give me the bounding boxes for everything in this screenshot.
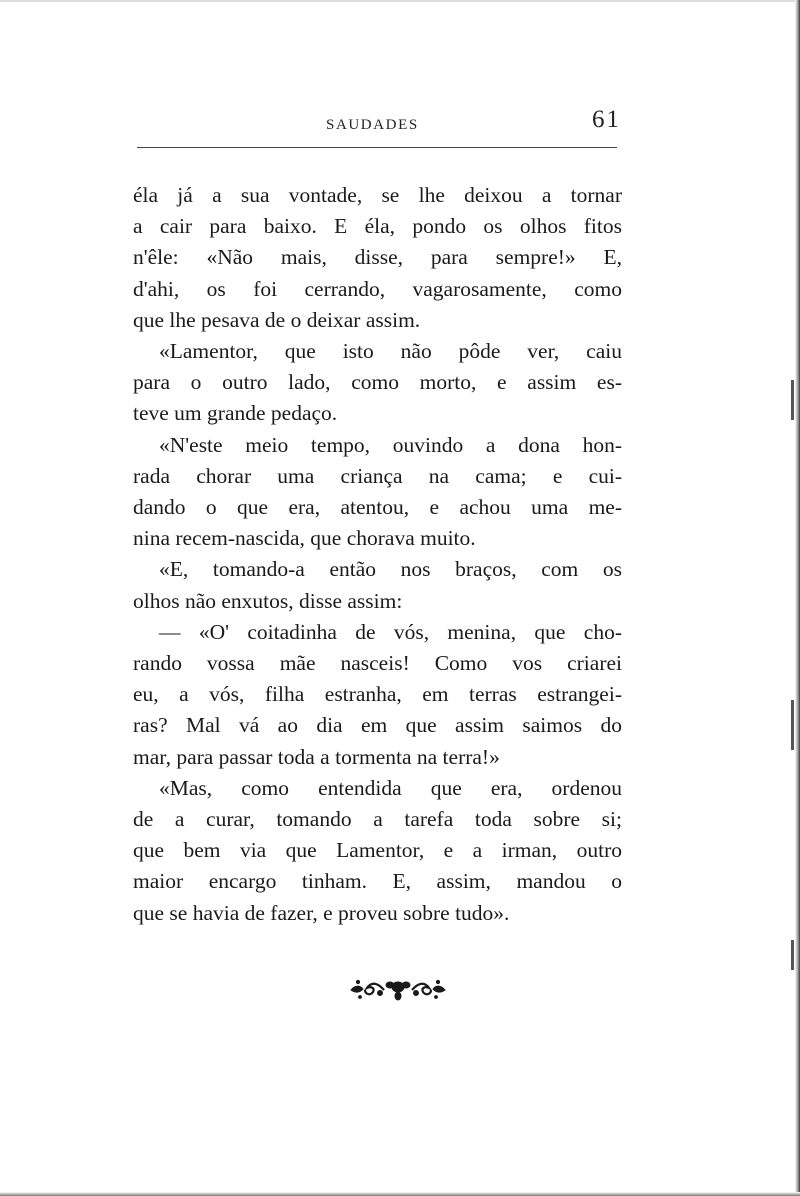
text-line: que se havia de fazer, e proveu sobre tudo». [133, 900, 510, 925]
text-line: éla já a sua vontade, se lhe deixou a tornar [133, 183, 622, 207]
text-line: «Lamentor, que isto não pôde ver, caiu [159, 339, 622, 364]
scan-speck [791, 700, 794, 750]
text-line: nina recem-nascida, que chorava muito. [133, 526, 476, 551]
scan-edge-top [0, 0, 800, 2]
text-line: «Mas, como entendida que era, ordenou [159, 775, 622, 800]
text-line: que lhe pesava de o deixar assim. [133, 307, 421, 332]
text-line: rada chorar uma criança na cama; e cui- [133, 463, 622, 488]
text-line: de a curar, tomando a tarefa toda sobre si; [133, 807, 622, 832]
page-number: 61 [592, 106, 621, 133]
text-line: n'êle: «Não mais, disse, para sempre!» E, [133, 245, 622, 270]
scan-edge-bottom [0, 1192, 800, 1196]
text-line: «E, tomando-a então nos braços, com os [159, 557, 622, 582]
text-line: dando o que era, atentou, e achou uma me- [133, 495, 622, 520]
text-line: maior encargo tinham. E, assim, mandou o [133, 869, 622, 894]
text-line: olhos não enxutos, disse assim: [133, 588, 403, 613]
running-header-title: SAUDADES [326, 117, 419, 133]
text-line: d'ahi, os foi cerrando, vagarosamente, como [133, 276, 622, 301]
body-text [133, 180, 622, 929]
text-line: mar, para passar toda a tormenta na terra!» [133, 744, 500, 769]
text-line: rando vossa mãe nasceis! Como vos criarei [133, 651, 622, 676]
text-line: que bem via que Lamentor, e a irman, outro [133, 838, 622, 863]
text-line: «N'este meio tempo, ouvindo a dona hon- [159, 432, 622, 457]
scan-speck [791, 940, 794, 970]
floral-ornament-icon [349, 976, 447, 1002]
text-line: a cair para baixo. E éla, pondo os olhos fitos [133, 214, 622, 239]
text-line: eu, a vós, filha estranha, em terras estrangei- [133, 682, 622, 707]
header-rule [137, 147, 617, 148]
scan-edge-right [795, 0, 800, 1196]
text-line: ras? Mal vá ao dia em que assim saimos do [133, 713, 622, 738]
text-line: para o outro lado, como morto, e assim es- [133, 370, 622, 395]
scan-speck [791, 380, 794, 420]
text-line: teve um grande pedaço. [133, 401, 338, 426]
text-line: — «O' coitadinha de vós, menina, que cho- [159, 619, 622, 644]
